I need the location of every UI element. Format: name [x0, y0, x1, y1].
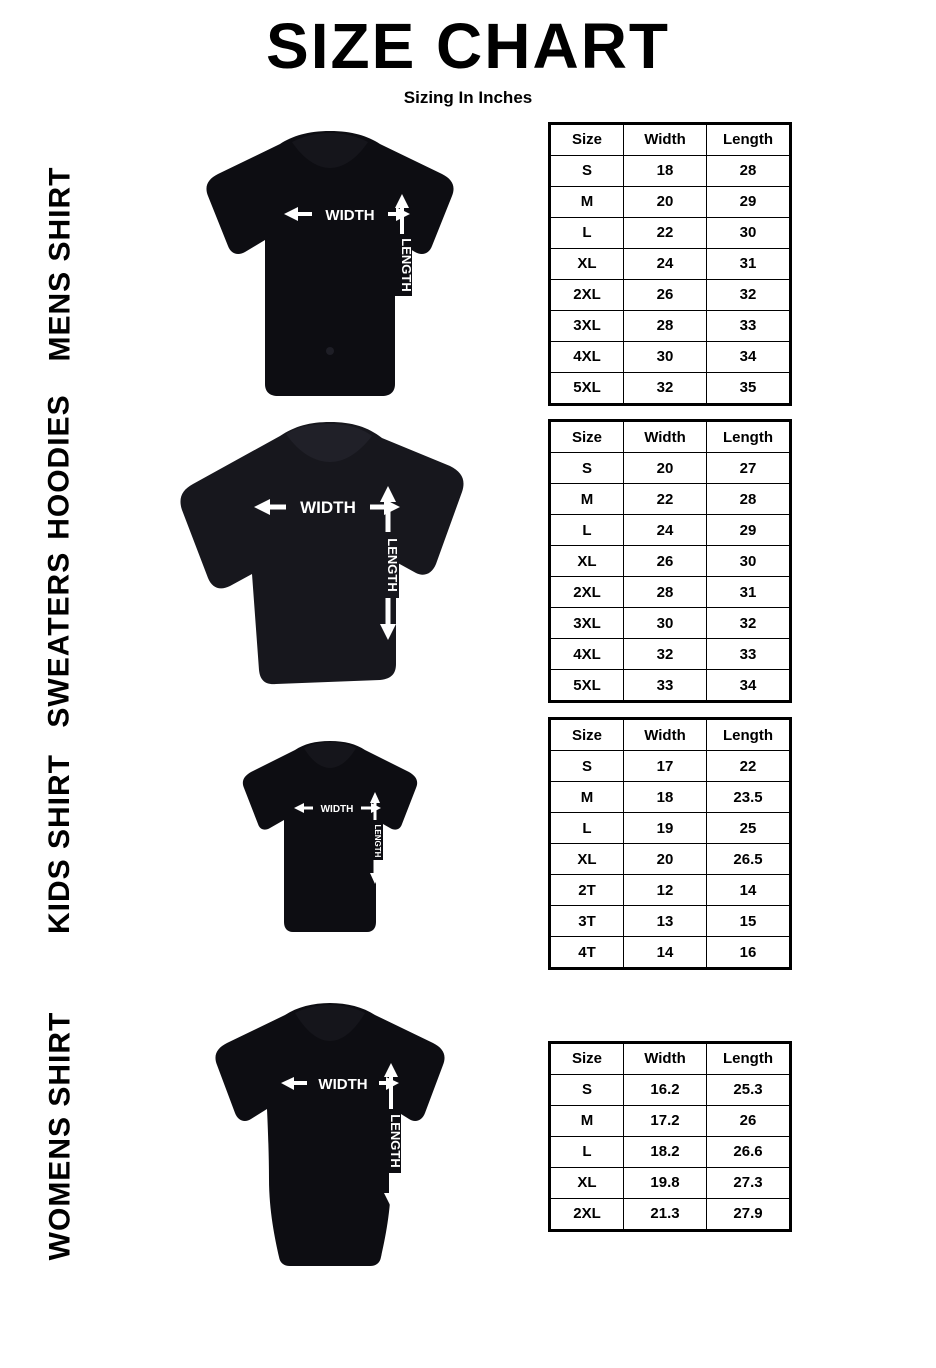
mens-length-label: LENGTH	[399, 238, 414, 292]
cell-size: 2T	[550, 875, 624, 906]
cell-length: 33	[707, 639, 791, 670]
womens-width-label: WIDTH	[318, 1075, 368, 1093]
womens-length-label: LENGTH	[388, 1113, 403, 1168]
table-row	[550, 1198, 791, 1230]
table-row	[550, 639, 791, 670]
section-label-sweaters	[0, 394, 120, 728]
column-header-size: Size	[550, 421, 624, 453]
section-label-womens	[0, 976, 120, 1296]
table-row	[550, 310, 791, 341]
table-row	[550, 372, 791, 404]
cell-length: 25	[707, 813, 791, 844]
cell-length: 29	[707, 186, 791, 217]
section-label-mens	[0, 116, 120, 411]
column-header-length: Length	[707, 123, 791, 155]
table-row	[550, 341, 791, 372]
cell-size: L	[550, 217, 624, 248]
column-header-width: Width	[624, 719, 707, 751]
cell-length: 15	[707, 906, 791, 937]
section-sweaters-hoodies	[0, 394, 936, 728]
cell-length: 31	[707, 577, 791, 608]
size-table-kids	[548, 717, 792, 970]
cell-size: M	[550, 782, 624, 813]
cell-size: M	[550, 1105, 624, 1136]
column-header-size: Size	[550, 719, 624, 751]
table-row	[550, 577, 791, 608]
size-table-mens	[548, 122, 792, 406]
table-row	[550, 515, 791, 546]
cell-size: S	[550, 155, 624, 186]
cell-length: 35	[707, 372, 791, 404]
cell-size: 2XL	[550, 577, 624, 608]
column-header-length: Length	[707, 421, 791, 453]
cell-length: 34	[707, 341, 791, 372]
section-label-text: MENS SHIRT	[43, 165, 77, 362]
cell-width: 33	[624, 670, 707, 702]
cell-length: 28	[707, 484, 791, 515]
cell-length: 14	[707, 875, 791, 906]
kids-table-wrapper	[540, 717, 936, 970]
kids-width-label: WIDTH	[320, 804, 354, 815]
table-row	[550, 751, 791, 782]
table-row	[550, 1167, 791, 1198]
section-label-text: WOMENS SHIRT	[43, 1011, 77, 1261]
kids-length-label: LENGTH	[373, 824, 382, 858]
column-header-size: Size	[550, 123, 624, 155]
column-header-width: Width	[624, 123, 707, 155]
table-header-row	[550, 1042, 791, 1074]
page-title: SIZE CHART	[266, 10, 670, 82]
column-header-length: Length	[707, 719, 791, 751]
cell-size: L	[550, 1136, 624, 1167]
section-label-text-2: HOODIES	[43, 394, 76, 540]
cell-width: 24	[624, 248, 707, 279]
cell-length: 22	[707, 751, 791, 782]
cell-width: 18	[624, 782, 707, 813]
womens-shirt-graphic	[185, 999, 475, 1274]
table-row	[550, 813, 791, 844]
cell-width: 17.2	[624, 1105, 707, 1136]
column-header-size: Size	[550, 1042, 624, 1074]
cell-width: 20	[624, 844, 707, 875]
table-row	[550, 546, 791, 577]
table-row	[550, 279, 791, 310]
cell-size: L	[550, 813, 624, 844]
cell-width: 21.3	[624, 1198, 707, 1230]
cell-length: 32	[707, 608, 791, 639]
cell-width: 30	[624, 341, 707, 372]
column-header-width: Width	[624, 1042, 707, 1074]
mens-table-wrapper	[540, 122, 936, 406]
cell-length: 33	[707, 310, 791, 341]
table-row	[550, 1105, 791, 1136]
cell-length: 27.9	[707, 1198, 791, 1230]
womens-table-wrapper	[540, 1041, 936, 1232]
table-header-row	[550, 123, 791, 155]
table-row	[550, 875, 791, 906]
cell-size: L	[550, 515, 624, 546]
cell-width: 30	[624, 608, 707, 639]
page-subtitle: Sizing In Inches	[403, 88, 533, 107]
table-row	[550, 186, 791, 217]
cell-width: 13	[624, 906, 707, 937]
cell-size: 5XL	[550, 372, 624, 404]
cell-size: S	[550, 453, 624, 484]
cell-length: 27	[707, 453, 791, 484]
cell-length: 16	[707, 937, 791, 969]
cell-size: S	[550, 751, 624, 782]
sweater-width-label: WIDTH	[300, 497, 356, 517]
section-label-text: SWEATERS	[43, 551, 76, 728]
cell-width: 19	[624, 813, 707, 844]
kids-shirt-graphic	[225, 736, 435, 951]
section-kids-shirt	[0, 711, 936, 976]
mens-shirt-graphic	[180, 126, 480, 401]
cell-width: 12	[624, 875, 707, 906]
table-row	[550, 155, 791, 186]
cell-width: 26	[624, 546, 707, 577]
cell-size: XL	[550, 248, 624, 279]
kids-shirt-illustration	[120, 736, 540, 951]
cell-size: 2XL	[550, 279, 624, 310]
mens-width-label: WIDTH	[325, 207, 375, 224]
table-row	[550, 217, 791, 248]
cell-width: 18	[624, 155, 707, 186]
cell-size: 2XL	[550, 1198, 624, 1230]
sweaters-table-wrapper	[540, 419, 936, 703]
table-row	[550, 844, 791, 875]
cell-width: 20	[624, 453, 707, 484]
cell-width: 17	[624, 751, 707, 782]
cell-width: 14	[624, 937, 707, 969]
table-row	[550, 1074, 791, 1105]
cell-size: XL	[550, 1167, 624, 1198]
table-row	[550, 484, 791, 515]
cell-length: 26	[707, 1105, 791, 1136]
womens-shirt-illustration	[120, 999, 540, 1274]
cell-length: 32	[707, 279, 791, 310]
size-table-sweaters	[548, 419, 792, 703]
section-label-kids	[0, 711, 120, 976]
cell-size: 3XL	[550, 310, 624, 341]
size-table-womens	[548, 1041, 792, 1232]
cell-length: 34	[707, 670, 791, 702]
sweater-length-label: LENGTH	[385, 537, 400, 592]
cell-width: 24	[624, 515, 707, 546]
cell-width: 32	[624, 639, 707, 670]
table-row	[550, 1136, 791, 1167]
table-row	[550, 670, 791, 702]
cell-length: 26.6	[707, 1136, 791, 1167]
cell-size: M	[550, 484, 624, 515]
cell-width: 22	[624, 217, 707, 248]
cell-width: 18.2	[624, 1136, 707, 1167]
cell-width: 32	[624, 372, 707, 404]
section-mens-shirt	[0, 116, 936, 411]
cell-width: 28	[624, 310, 707, 341]
table-row	[550, 608, 791, 639]
section-label-text: KIDS SHIRT	[43, 753, 77, 934]
cell-length: 23.5	[707, 782, 791, 813]
table-row	[550, 937, 791, 969]
cell-width: 20	[624, 186, 707, 217]
cell-length: 26.5	[707, 844, 791, 875]
page-header	[0, 0, 936, 108]
table-row	[550, 906, 791, 937]
cell-length: 31	[707, 248, 791, 279]
table-row	[550, 782, 791, 813]
table-row	[550, 248, 791, 279]
cell-size: S	[550, 1074, 624, 1105]
cell-size: 5XL	[550, 670, 624, 702]
cell-width: 26	[624, 279, 707, 310]
table-header-row	[550, 421, 791, 453]
cell-width: 22	[624, 484, 707, 515]
cell-length: 29	[707, 515, 791, 546]
sweater-graphic	[160, 414, 500, 709]
table-row	[550, 453, 791, 484]
sweater-illustration	[120, 414, 540, 709]
table-header-row	[550, 719, 791, 751]
column-header-length: Length	[707, 1042, 791, 1074]
column-header-width: Width	[624, 421, 707, 453]
mens-shirt-illustration	[120, 126, 540, 401]
cell-width: 16.2	[624, 1074, 707, 1105]
cell-size: 4T	[550, 937, 624, 969]
cell-size: 3XL	[550, 608, 624, 639]
cell-length: 30	[707, 546, 791, 577]
cell-size: 4XL	[550, 639, 624, 670]
cell-length: 30	[707, 217, 791, 248]
cell-size: M	[550, 186, 624, 217]
cell-width: 28	[624, 577, 707, 608]
section-womens-shirt	[0, 976, 936, 1296]
cell-size: XL	[550, 546, 624, 577]
cell-length: 27.3	[707, 1167, 791, 1198]
cell-size: 4XL	[550, 341, 624, 372]
cell-length: 25.3	[707, 1074, 791, 1105]
cell-width: 19.8	[624, 1167, 707, 1198]
cell-size: XL	[550, 844, 624, 875]
cell-length: 28	[707, 155, 791, 186]
cell-size: 3T	[550, 906, 624, 937]
